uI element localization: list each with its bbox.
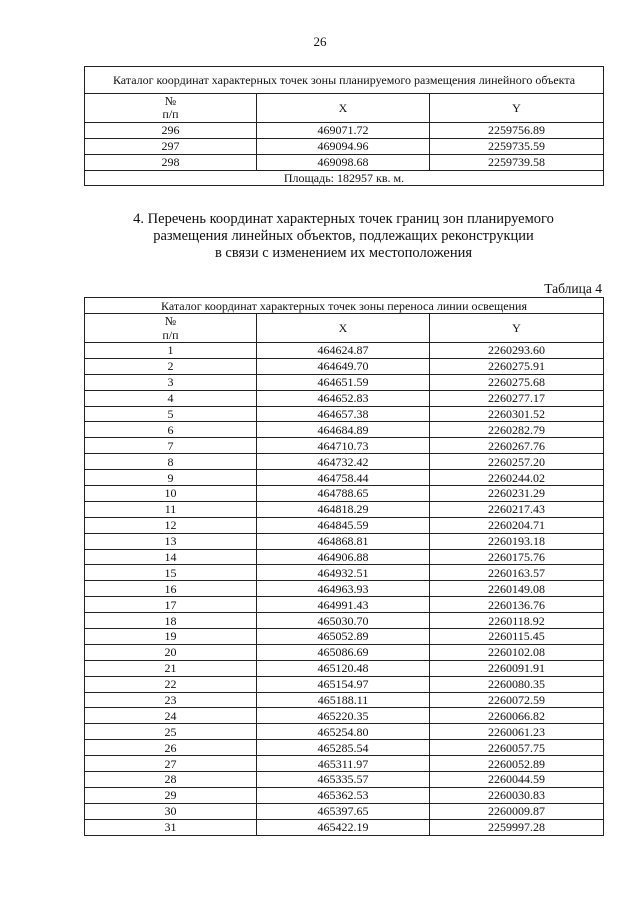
table1-header-x: X (257, 94, 430, 123)
y-coordinate-cell: 2260163.57 (430, 565, 604, 581)
point-number-cell: 15 (85, 565, 257, 581)
point-number-cell: 31 (85, 819, 257, 835)
point-number-cell: 24 (85, 708, 257, 724)
point-number-cell: 5 (85, 406, 257, 422)
point-number-cell: 17 (85, 597, 257, 613)
coordinates-table-linear-object (84, 66, 604, 186)
x-coordinate-cell: 464845.59 (257, 517, 430, 533)
y-coordinate-cell: 2260275.68 (430, 374, 604, 390)
y-coordinate-cell: 2260102.08 (430, 644, 604, 660)
header-number-abbrev: п/п (162, 107, 179, 121)
y-coordinate-cell: 2259735.59 (430, 139, 604, 155)
y-coordinate-cell: 2260293.60 (430, 343, 604, 359)
point-number-cell: 19 (85, 629, 257, 645)
y-coordinate-cell: 2260080.35 (430, 676, 604, 692)
x-coordinate-cell: 465254.80 (257, 724, 430, 740)
x-coordinate-cell: 465285.54 (257, 740, 430, 756)
coordinates-table-lighting-line (84, 297, 604, 836)
table-row (85, 406, 604, 422)
table-row (85, 772, 604, 788)
y-coordinate-cell: 2260057.75 (430, 740, 604, 756)
point-number-cell: 21 (85, 660, 257, 676)
table-row (85, 597, 604, 613)
y-coordinate-cell: 2260044.59 (430, 772, 604, 788)
point-number-cell: 27 (85, 756, 257, 772)
table-row (85, 486, 604, 502)
table1-area: Площадь: 182957 кв. м. (85, 171, 604, 186)
y-coordinate-cell: 2259997.28 (430, 819, 604, 835)
x-coordinate-cell: 465120.48 (257, 660, 430, 676)
header-number-symbol: № (164, 314, 177, 328)
table-row (85, 565, 604, 581)
point-number-cell: 26 (85, 740, 257, 756)
y-coordinate-cell: 2259739.58 (430, 155, 604, 171)
header-number-symbol: № (164, 94, 177, 108)
x-coordinate-cell: 464732.42 (257, 454, 430, 470)
table4-header-x: X (257, 314, 430, 343)
x-coordinate-cell: 464710.73 (257, 438, 430, 454)
x-coordinate-cell: 465188.11 (257, 692, 430, 708)
table1-header-y: Y (430, 94, 604, 123)
y-coordinate-cell: 2260282.79 (430, 422, 604, 438)
point-number-cell: 30 (85, 803, 257, 819)
x-coordinate-cell: 464684.89 (257, 422, 430, 438)
y-coordinate-cell: 2260072.59 (430, 692, 604, 708)
y-coordinate-cell: 2260052.89 (430, 756, 604, 772)
point-number-cell: 1 (85, 343, 257, 359)
table-row (85, 644, 604, 660)
point-number-cell: 23 (85, 692, 257, 708)
table-row (85, 501, 604, 517)
x-coordinate-cell: 464963.93 (257, 581, 430, 597)
table-row (85, 581, 604, 597)
table-label: Таблица 4 (544, 281, 602, 296)
point-number-cell: 8 (85, 454, 257, 470)
table-row (85, 533, 604, 549)
section-heading-line: размещения линейных объектов, подлежащих реконструкции (153, 228, 534, 244)
x-coordinate-cell: 465086.69 (257, 644, 430, 660)
point-number-cell: 2 (85, 358, 257, 374)
x-coordinate-cell: 464788.65 (257, 486, 430, 502)
x-coordinate-cell: 464868.81 (257, 533, 430, 549)
x-coordinate-cell: 464657.38 (257, 406, 430, 422)
point-number-cell: 20 (85, 644, 257, 660)
table4-header-y: Y (430, 314, 604, 343)
table-row (85, 708, 604, 724)
x-coordinate-cell: 465311.97 (257, 756, 430, 772)
y-coordinate-cell: 2260277.17 (430, 390, 604, 406)
table-row (85, 155, 604, 171)
x-coordinate-cell: 464649.70 (257, 358, 430, 374)
section-heading-line: в связи с изменением их местоположения (214, 245, 473, 261)
y-coordinate-cell: 2260231.29 (430, 486, 604, 502)
point-number-cell: 7 (85, 438, 257, 454)
x-coordinate-cell: 465030.70 (257, 613, 430, 629)
point-number-cell: 4 (85, 390, 257, 406)
table-row (85, 454, 604, 470)
table-row (85, 660, 604, 676)
point-number-cell: 10 (85, 486, 257, 502)
y-coordinate-cell: 2260136.76 (430, 597, 604, 613)
y-coordinate-cell: 2260193.18 (430, 533, 604, 549)
table-row (85, 549, 604, 565)
y-coordinate-cell: 2260066.82 (430, 708, 604, 724)
y-coordinate-cell: 2260275.91 (430, 358, 604, 374)
y-coordinate-cell: 2260149.08 (430, 581, 604, 597)
table-row (85, 123, 604, 139)
table-row (85, 756, 604, 772)
table-row (85, 470, 604, 486)
table-row (85, 374, 604, 390)
x-coordinate-cell: 464818.29 (257, 501, 430, 517)
y-coordinate-cell: 2260118.92 (430, 613, 604, 629)
x-coordinate-cell: 464652.83 (257, 390, 430, 406)
table-row (85, 787, 604, 803)
table-row (85, 438, 604, 454)
table1-header-number (85, 94, 257, 123)
x-coordinate-cell: 464758.44 (257, 470, 430, 486)
x-coordinate-cell: 465422.19 (257, 819, 430, 835)
table-row (85, 358, 604, 374)
point-number-cell: 25 (85, 724, 257, 740)
table4-header-number (85, 314, 257, 343)
table4-caption: Каталог координат характерных точек зоны переноса линии освещения (85, 298, 604, 314)
table-row (85, 613, 604, 629)
point-number-cell: 22 (85, 676, 257, 692)
x-coordinate-cell: 464624.87 (257, 343, 430, 359)
point-number-cell: 3 (85, 374, 257, 390)
table-row (85, 390, 604, 406)
table-row (85, 343, 604, 359)
point-number-cell: 296 (85, 123, 257, 139)
y-coordinate-cell: 2260217.43 (430, 501, 604, 517)
x-coordinate-cell: 464906.88 (257, 549, 430, 565)
point-number-cell: 14 (85, 549, 257, 565)
point-number-cell: 9 (85, 470, 257, 486)
table-row (85, 803, 604, 819)
y-coordinate-cell: 2260061.23 (430, 724, 604, 740)
table-row (85, 629, 604, 645)
y-coordinate-cell: 2260091.91 (430, 660, 604, 676)
x-coordinate-cell: 464651.59 (257, 374, 430, 390)
x-coordinate-cell: 464932.51 (257, 565, 430, 581)
table1-caption: Каталог координат характерных точек зоны планируемого размещения линейного объекта (85, 67, 604, 94)
point-number-cell: 28 (85, 772, 257, 788)
x-coordinate-cell: 464991.43 (257, 597, 430, 613)
point-number-cell: 13 (85, 533, 257, 549)
x-coordinate-cell: 469094.96 (257, 139, 430, 155)
y-coordinate-cell: 2260301.52 (430, 406, 604, 422)
x-coordinate-cell: 465397.65 (257, 803, 430, 819)
point-number-cell: 16 (85, 581, 257, 597)
y-coordinate-cell: 2260115.45 (430, 629, 604, 645)
y-coordinate-cell: 2260175.76 (430, 549, 604, 565)
page-number: 26 (313, 34, 327, 49)
table-row (85, 819, 604, 835)
x-coordinate-cell: 469071.72 (257, 123, 430, 139)
table-row (85, 740, 604, 756)
x-coordinate-cell: 465362.53 (257, 787, 430, 803)
y-coordinate-cell: 2260244.02 (430, 470, 604, 486)
table-row (85, 692, 604, 708)
y-coordinate-cell: 2260204.71 (430, 517, 604, 533)
point-number-cell: 6 (85, 422, 257, 438)
point-number-cell: 11 (85, 501, 257, 517)
section-heading-line: 4. Перечень координат характерных точек границ зон планируемого (133, 211, 554, 227)
point-number-cell: 298 (85, 155, 257, 171)
table-row (85, 139, 604, 155)
y-coordinate-cell: 2260030.83 (430, 787, 604, 803)
header-number-abbrev: п/п (162, 328, 179, 342)
table-row (85, 724, 604, 740)
x-coordinate-cell: 465052.89 (257, 629, 430, 645)
table-row (85, 517, 604, 533)
section-heading (84, 211, 603, 262)
x-coordinate-cell: 465335.57 (257, 772, 430, 788)
point-number-cell: 297 (85, 139, 257, 155)
y-coordinate-cell: 2259756.89 (430, 123, 604, 139)
table-row (85, 676, 604, 692)
point-number-cell: 18 (85, 613, 257, 629)
y-coordinate-cell: 2260257.20 (430, 454, 604, 470)
table-row (85, 422, 604, 438)
x-coordinate-cell: 465220.35 (257, 708, 430, 724)
y-coordinate-cell: 2260009.87 (430, 803, 604, 819)
point-number-cell: 12 (85, 517, 257, 533)
y-coordinate-cell: 2260267.76 (430, 438, 604, 454)
x-coordinate-cell: 469098.68 (257, 155, 430, 171)
x-coordinate-cell: 465154.97 (257, 676, 430, 692)
point-number-cell: 29 (85, 787, 257, 803)
